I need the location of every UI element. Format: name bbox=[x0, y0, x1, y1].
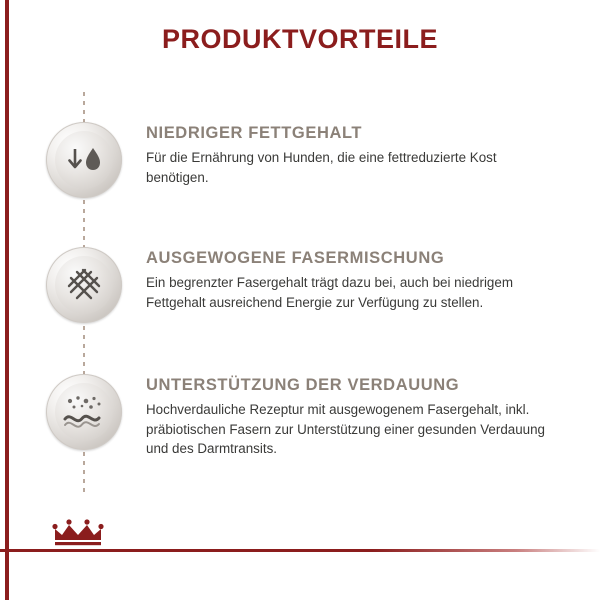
page-title: PRODUKTVORTEILE bbox=[161, 24, 438, 54]
royal-canin-crown-logo bbox=[52, 518, 104, 548]
fiber-mesh-icon bbox=[55, 256, 113, 314]
benefit-title: UNTERSTÜTZUNG DER VERDAUUNG bbox=[146, 376, 460, 394]
benefit-item bbox=[46, 372, 566, 459]
benefit-body: Hochverdauliche Rezeptur mit ausgewogenem Fasergehalt, inkl. präbiotischen Fasern zur Unterstützung einer gesunden Verdauung und des Darmtransits. bbox=[146, 401, 545, 457]
left-accent-rule bbox=[5, 0, 9, 600]
benefit-icon-badge bbox=[46, 247, 122, 323]
digestive-tract-icon bbox=[55, 383, 113, 441]
benefit-body: Ein begrenzter Fasergehalt trägt dazu bei, auch bei niedrigem Fettgehalt ausreichend Energie zur Verfügung zu stellen. bbox=[146, 274, 513, 310]
benefit-item bbox=[46, 245, 566, 323]
benefit-title: AUSGEWOGENE FASERMISCHUNG bbox=[146, 249, 445, 267]
benefit-icon-badge bbox=[46, 374, 122, 450]
benefit-text bbox=[146, 372, 546, 459]
benefit-text bbox=[146, 245, 546, 312]
benefit-body: Für die Ernährung von Hunden, die eine fettreduzierte Kost benötigen. bbox=[146, 149, 497, 185]
fat-drop-down-arrow-icon bbox=[55, 131, 113, 189]
footer-rule bbox=[0, 549, 600, 552]
benefit-icon-badge bbox=[46, 122, 122, 198]
benefit-item bbox=[46, 120, 566, 198]
benefit-title: NIEDRIGER FETTGEHALT bbox=[146, 124, 363, 142]
benefit-text bbox=[146, 120, 546, 187]
